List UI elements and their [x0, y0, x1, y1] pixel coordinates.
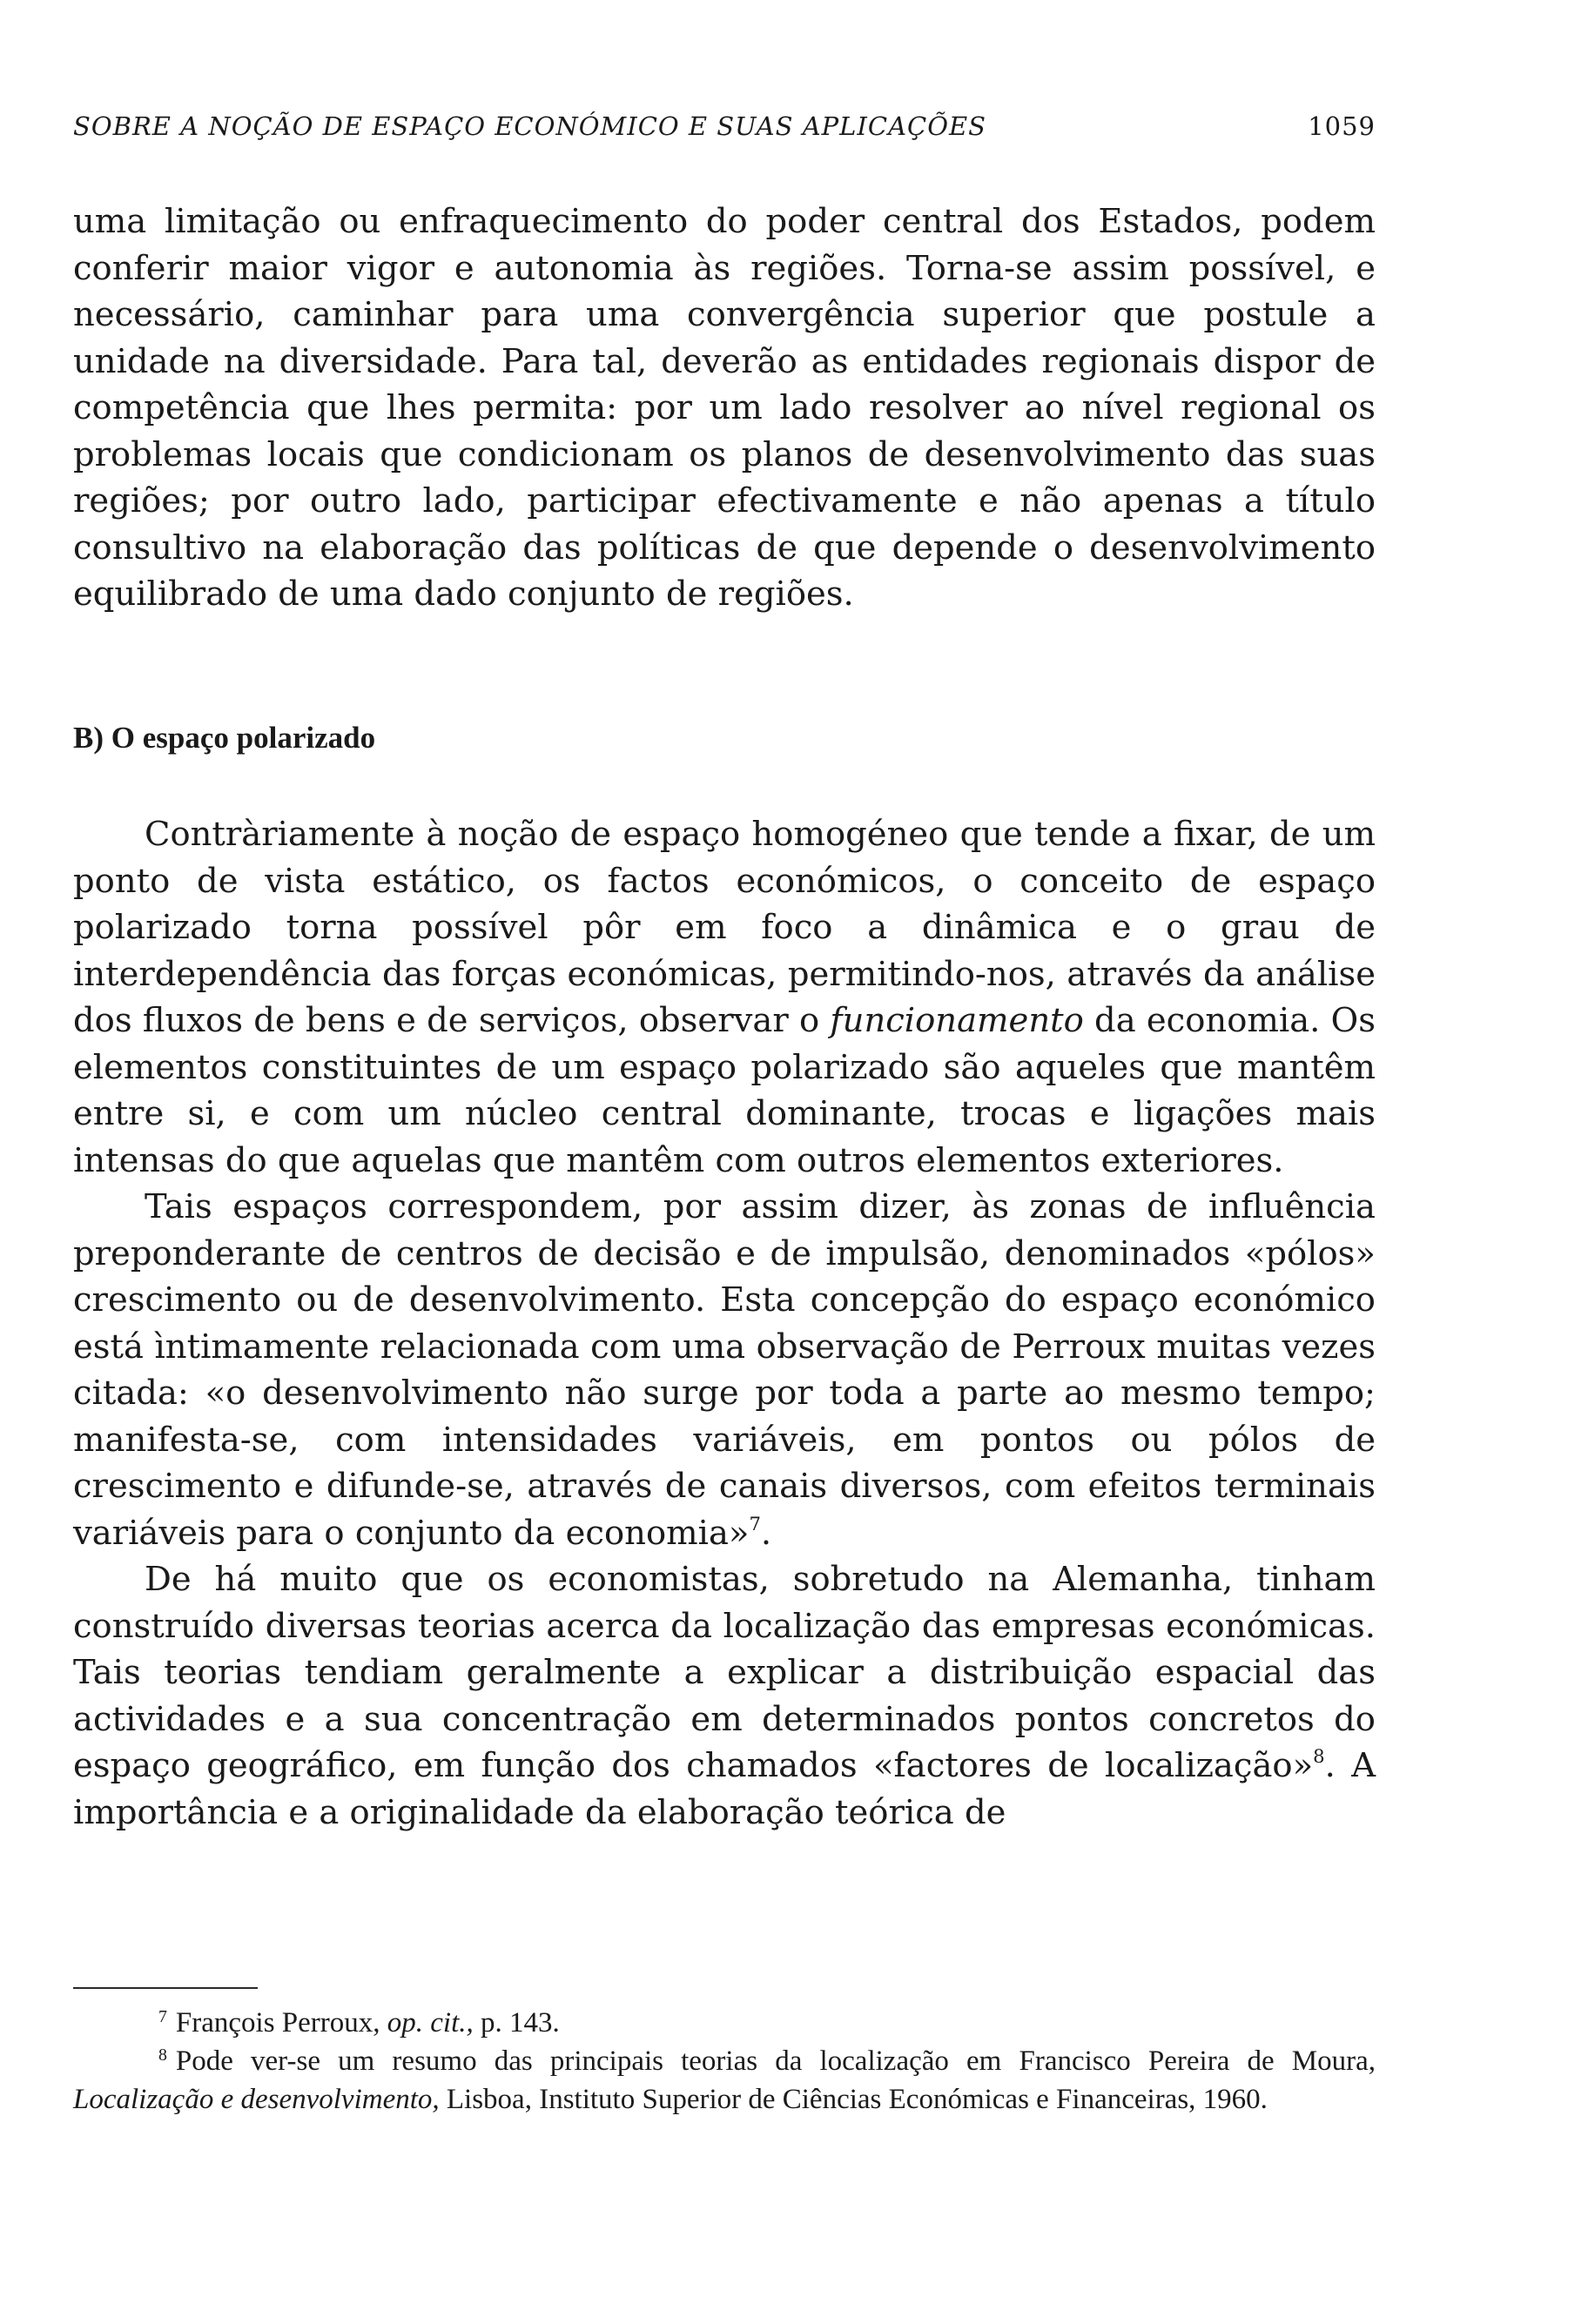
section-heading: B) O espaço polarizado — [73, 721, 376, 755]
paragraph-2-end: . — [760, 1513, 772, 1553]
paragraph-3-end: . A importância e a originalidade da elaboração teórica de — [73, 1746, 1376, 1832]
paragraph-1-text-end: da economia. Os elementos constituintes de um espaço polarizado são aqueles que mantêm entre si, e com um núcleo central dominante, trocas e ligações mais intensas do que aquelas que mantêm com outros elementos exteriores. — [73, 1001, 1376, 1180]
paragraph-2 — [73, 1184, 1376, 1556]
footnote-7-mark: 7 — [158, 2007, 167, 2027]
footnotes — [73, 2004, 1376, 2119]
opening-paragraph: uma limitação ou enfraquecimento do poder central dos Estados, podem conferir maior vigor e autonomia às regiões. Torna-se assim possível, e necessário, caminhar para uma convergência superior que postule a unidade na diversidade. Para tal, deverão as entidades regionais dispor de competência que lhes permita: por um lado resolver ao nível regional os problemas locais que condicionam os planos de desenvolvimento das suas regiões; por outro lado, participar efectivamente e não apenas a título consultivo na elaboração das políticas de que depende o desenvolvimento equilibrado de uma dado conjunto de regiões. — [73, 202, 1376, 614]
footnote-7-text: François Perroux, — [175, 2007, 387, 2039]
footnote-divider — [73, 1987, 258, 1989]
paragraph-3 — [73, 1556, 1376, 1836]
footnote-8-text: Pode ver-se um resumo das principais teorias da localização em Francisco Pereira de Moura, — [175, 2045, 1376, 2077]
footnote-reference-8[interactable]: 8 — [1313, 1745, 1325, 1768]
paragraph-2-text: Tais espaços correspondem, por assim dizer, às zonas de influência preponderante de centros de decisão e de impulsão, denominados «pólos» crescimento ou de desenvolvimento. Esta concepção do espaço económico está ìntimamente relacionada com uma observação de Perroux muitas vezes citada: «o desenvolvimento não surge por toda a parte ao mesmo tempo; manifesta-se, com intensidades variáveis, em pontos ou pólos de crescimento e difunde-se, através de canais diversos, com efeitos terminais variáveis para o conjunto da economia» — [73, 1187, 1376, 1553]
paragraph-1 — [73, 811, 1376, 1184]
footnote-7 — [73, 2004, 1376, 2042]
page-number: 1059 — [1308, 111, 1376, 141]
continued-paragraph-block — [73, 198, 1376, 618]
footnote-8-mark: 8 — [158, 2045, 167, 2065]
footnote-8-book-title: Localização e desenvolvimento, — [73, 2084, 440, 2115]
footnote-8 — [73, 2042, 1376, 2119]
footnote-8-text-end: Lisboa, Instituto Superior de Ciências Económicas e Financeiras, 1960. — [439, 2084, 1268, 2115]
paragraph-1-emphasis: funcionamento — [830, 1001, 1084, 1040]
footnote-7-citation: op. cit., — [387, 2007, 474, 2039]
footnote-7-text-end: p. 143. — [473, 2007, 560, 2039]
paragraph-1-text: Contràriamente à noção de espaço homogéneo que tende a fixar, de um ponto de vista estático, os factos económicos, o conceito de espaço polarizado torna possível pôr em foco a dinâmica e o grau de interdependência das forças económicas, permitindo-nos, através da análise dos fluxos de bens e de serviços, observar o — [73, 815, 1376, 1040]
paragraph-3-text: De há muito que os economistas, sobretudo na Alemanha, tinham construído diversas teorias acerca da localização das empresas económicas. Tais teorias tendiam geralmente a explicar a distribuição espacial das actividades e a sua concentração em determinados pontos concretos do espaço geográfico, em função dos chamados «factores de localização» — [73, 1560, 1376, 1785]
footnote-reference-7[interactable]: 7 — [749, 1512, 761, 1535]
section-body — [73, 811, 1376, 1836]
running-title: SOBRE A NOÇÃO DE ESPAÇO ECONÓMICO E SUAS APLICAÇÕES — [73, 111, 987, 141]
running-header — [73, 111, 1376, 141]
